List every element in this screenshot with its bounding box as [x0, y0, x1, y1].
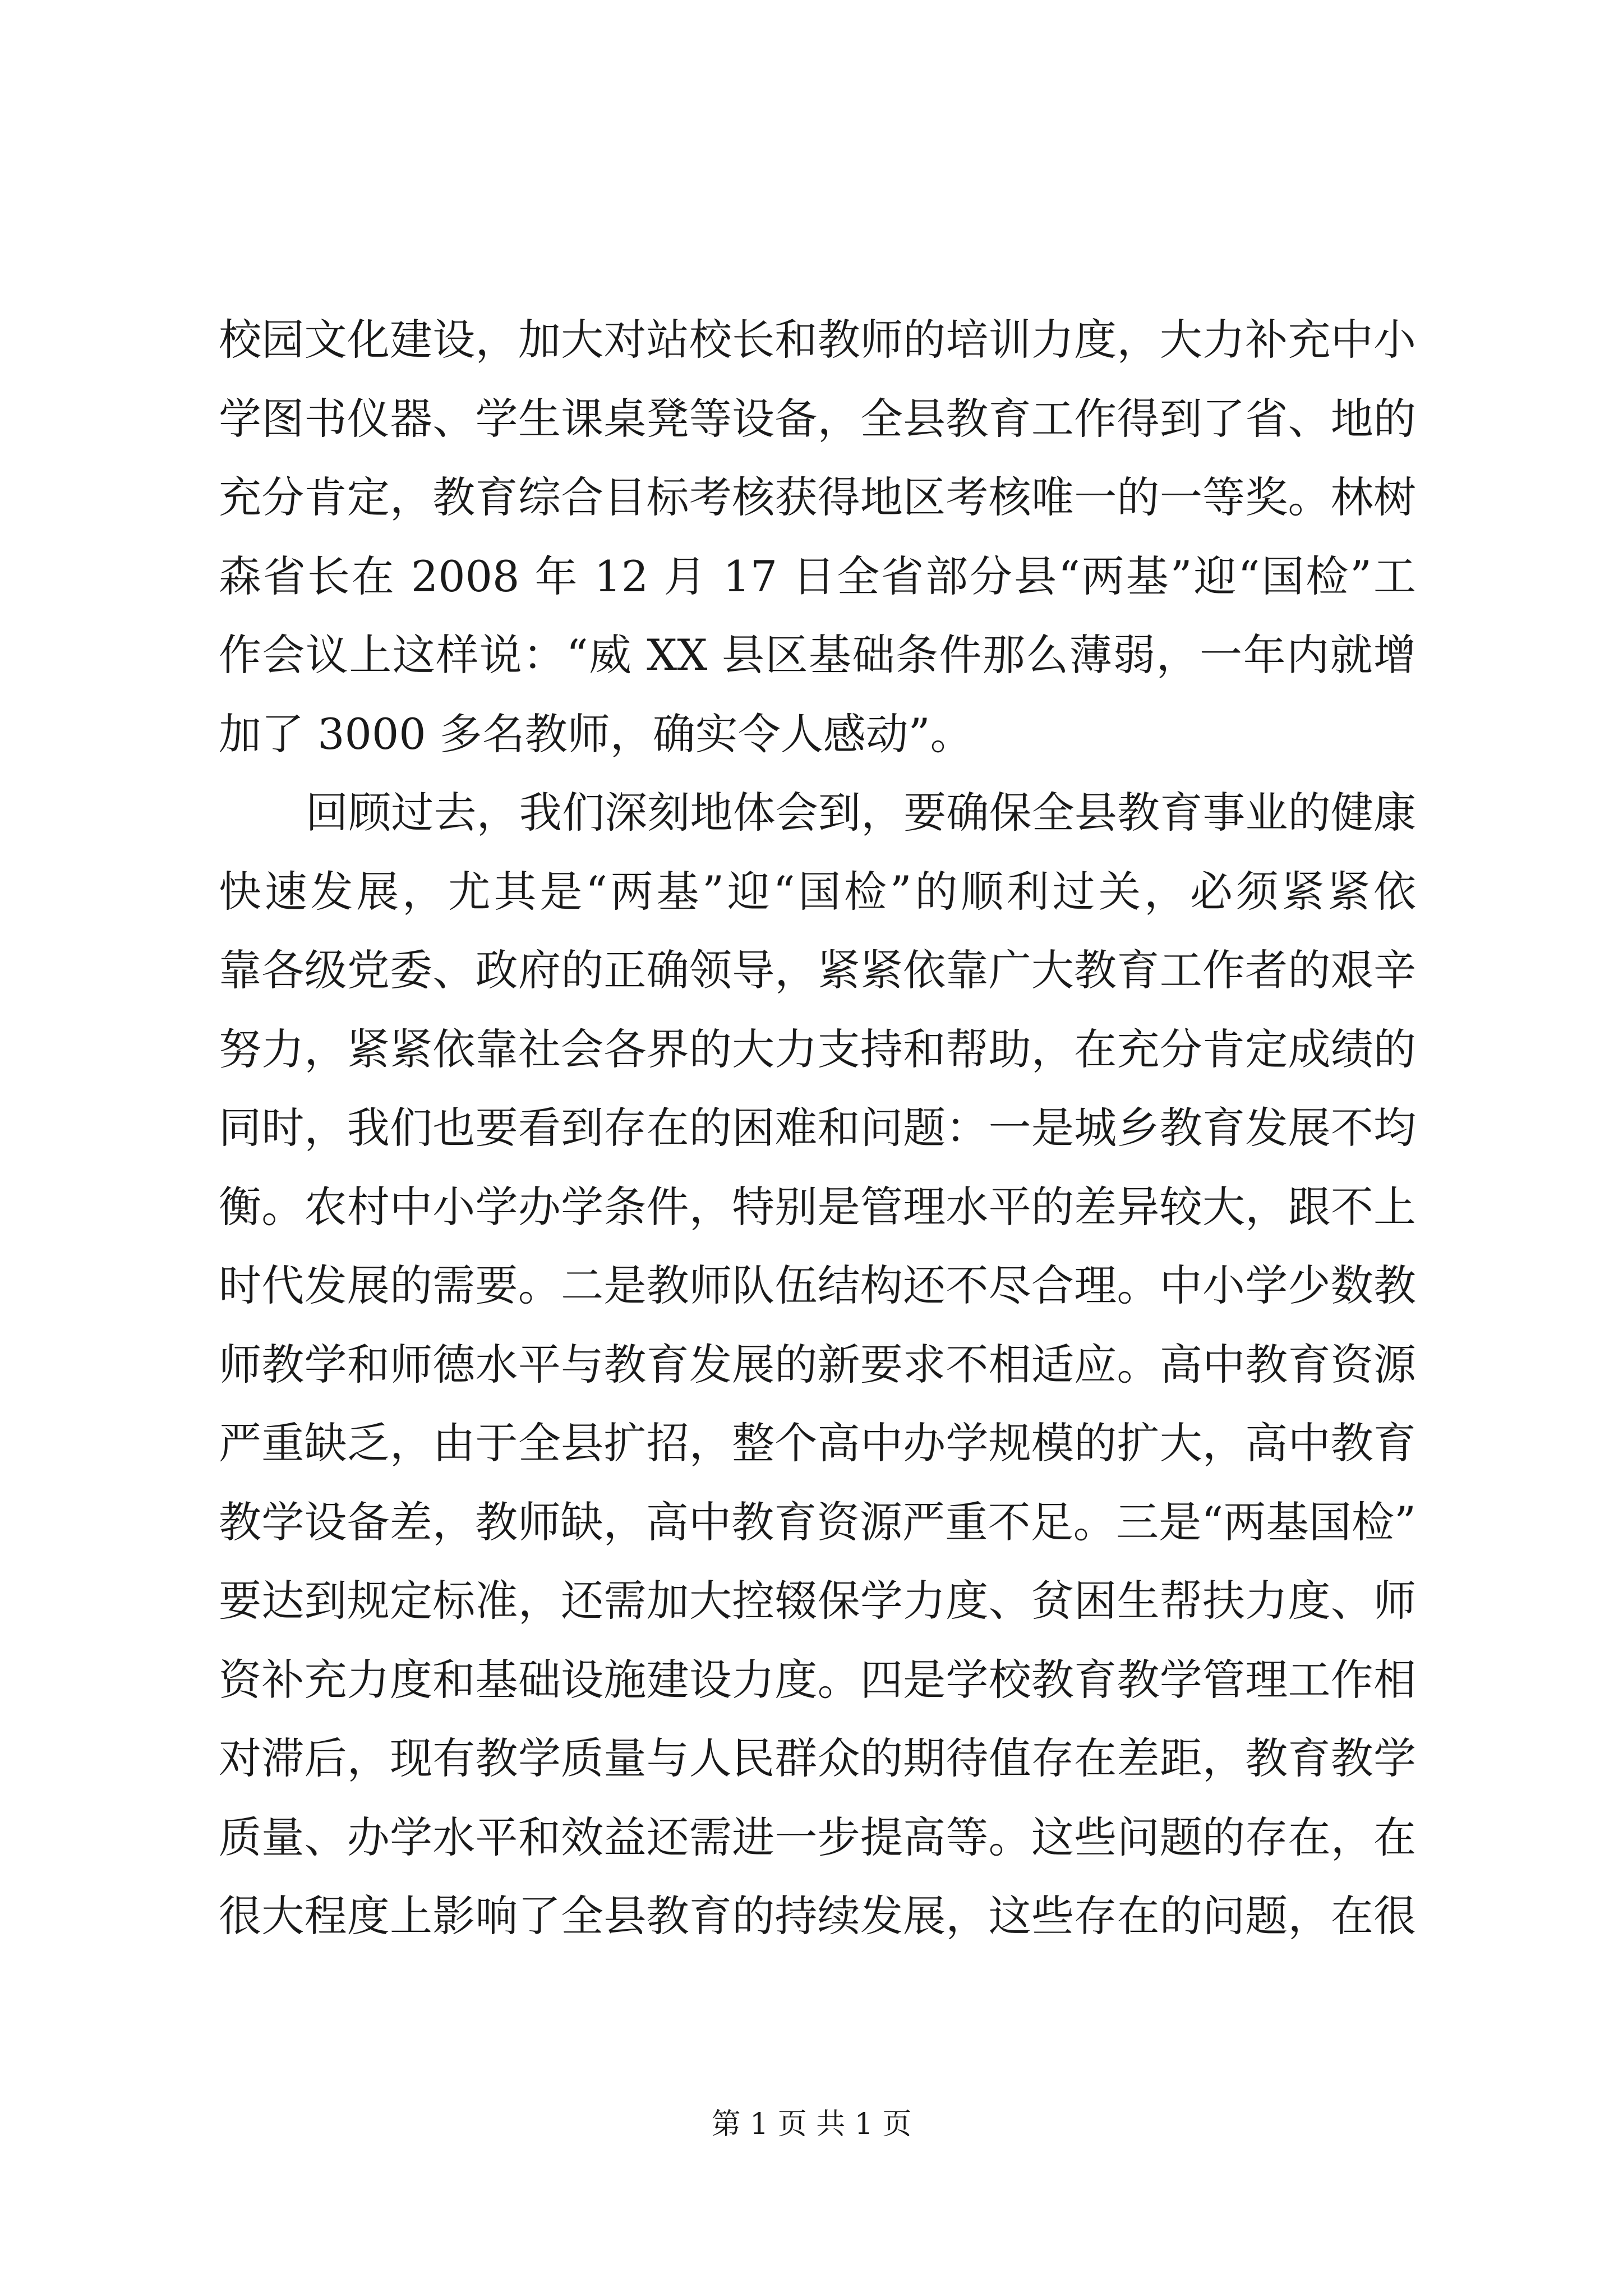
text-line: 快速发展，尤其是“两基”迎“国检”的顺利过关，必须紧紧依 — [219, 866, 1416, 917]
text-line: 校园文化建设，加大对站校长和教师的培训力度，大力补充中小 — [219, 315, 1416, 365]
text-line: 努力，紧紧依靠社会各界的大力支持和帮助，在充分肯定成绩的 — [219, 1024, 1416, 1074]
text-line: 教学设备差，教师缺，高中教育资源严重不足。三是“两基国检” — [219, 1497, 1416, 1547]
text-line: 质量、办学水平和效益还需进一步提高等。这些问题的存在，在 — [219, 1812, 1416, 1862]
text-line: 资补充力度和基础设施建设力度。四是学校教育教学管理工作相 — [219, 1654, 1416, 1705]
text-line: 加了 3000 多名教师，确实令人感动”。 — [219, 708, 973, 759]
text-line: 回顾过去，我们深刻地体会到，要确保全县教育事业的健康 — [306, 788, 1416, 838]
text-line: 作会议上这样说：“威 XX 县区基础条件那么薄弱，一年内就增 — [219, 630, 1416, 680]
text-line: 学图书仪器、学生课桌凳等设备，全县教育工作得到了省、地的 — [219, 393, 1416, 444]
text-line: 同时，我们也要看到存在的困难和问题：一是城乡教育发展不均 — [219, 1103, 1416, 1153]
text-line: 严重缺乏，由于全县扩招，整个高中办学规模的扩大，高中教育 — [219, 1418, 1416, 1468]
text-line: 对滞后，现有教学质量与人民群众的期待值存在差距，教育教学 — [219, 1733, 1416, 1783]
document-body — [219, 301, 1416, 1956]
text-line: 充分肯定，教育综合目标考核获得地区考核唯一的一等奖。林树 — [219, 472, 1416, 522]
text-line: 靠各级党委、政府的正确领导，紧紧依靠广大教育工作者的艰辛 — [219, 945, 1416, 995]
text-line: 要达到规定标准，还需加大控辍保学力度、贫困生帮扶力度、师 — [219, 1576, 1416, 1626]
page-number-footer: 第 1 页 共 1 页 — [711, 2108, 912, 2141]
text-line: 衡。农村中小学办学条件，特别是管理水平的差异较大，跟不上 — [219, 1181, 1416, 1232]
text-line: 很大程度上影响了全县教育的持续发展，这些存在的问题，在很 — [219, 1891, 1416, 1941]
text-line: 森省长在 2008 年 12 月 17 日全省部分县“两基”迎“国检”工 — [219, 551, 1416, 601]
text-line: 时代发展的需要。二是教师队伍结构还不尽合理。中小学少数教 — [219, 1260, 1416, 1310]
text-line: 师教学和师德水平与教育发展的新要求不相适应。高中教育资源 — [219, 1339, 1416, 1389]
